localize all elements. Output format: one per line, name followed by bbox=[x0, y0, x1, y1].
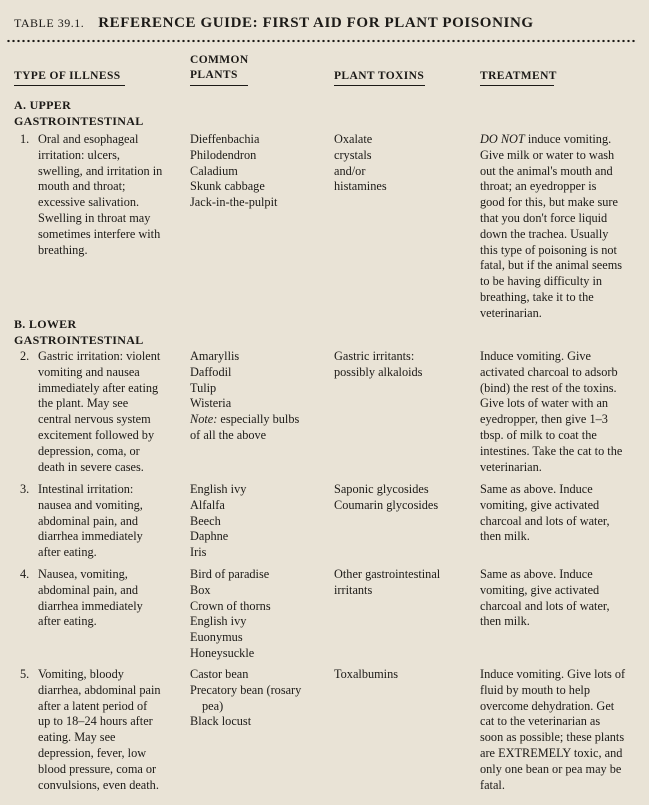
treatment-line: then milk. bbox=[480, 529, 530, 544]
table-heading bbox=[14, 14, 534, 32]
illness-line: up to 18–24 hours after bbox=[38, 714, 153, 729]
row-number: 5. bbox=[20, 667, 30, 681]
illness-line: central nervous system bbox=[38, 412, 151, 427]
illness-line: diarrhea immediately bbox=[38, 598, 143, 613]
illness-line: excitement followed by bbox=[38, 427, 155, 442]
header-plants-label: PLANTS bbox=[190, 69, 238, 81]
table-row-1-treatment bbox=[480, 132, 622, 322]
header-underline-treatment bbox=[480, 85, 554, 86]
illness-line: vomiting and nausea bbox=[38, 364, 140, 379]
illness-line: convulsions, even death. bbox=[38, 777, 159, 792]
plant-note: of all the above bbox=[190, 427, 267, 442]
illness-line: excessive salivation. bbox=[38, 195, 140, 210]
table-row-2-treatment bbox=[480, 349, 622, 475]
treatment-line: tbsp. of milk to coat the bbox=[480, 427, 597, 442]
toxin-line: Saponic glycosides bbox=[334, 482, 429, 496]
illness-text bbox=[38, 482, 185, 561]
toxin-line: Toxalbumins bbox=[334, 667, 399, 681]
treatment-line: intestines. Take the cat to the bbox=[480, 443, 623, 458]
treatment-line: Same as above. Induce bbox=[480, 482, 593, 496]
treatment-line: out the animal's mouth and bbox=[480, 163, 613, 178]
illness-text bbox=[38, 567, 185, 630]
treatment-line: overcome dehydration. Get bbox=[480, 698, 615, 713]
plant-name: Daffodil bbox=[190, 364, 232, 379]
header-type-of-illness: TYPE OF ILLNESS bbox=[14, 70, 121, 82]
treatment-line: eyedropper, then give 1–3 bbox=[480, 412, 608, 427]
plant-name: Bird of paradise bbox=[190, 567, 270, 581]
illness-line: after a latent period of bbox=[38, 698, 148, 713]
treatment-line: down the trachea. Usually bbox=[480, 226, 609, 241]
table-row-2-toxins bbox=[334, 349, 422, 381]
treatment-line: fatal. bbox=[480, 777, 505, 792]
plant-name: Euonymus bbox=[190, 630, 243, 645]
illness-line: abdominal pain, and bbox=[38, 582, 139, 597]
section-b-line: B. LOWER bbox=[14, 317, 77, 331]
note-label: Note: bbox=[190, 412, 218, 427]
table-row-5-toxins bbox=[334, 667, 398, 683]
dotted-rule bbox=[6, 39, 636, 43]
toxin-line: and/or bbox=[334, 163, 366, 178]
plant-name: English ivy bbox=[190, 614, 247, 629]
treatment-line: soon as possible; these plants bbox=[480, 730, 625, 745]
plant-name: Wisteria bbox=[190, 396, 232, 411]
header-common-label: COMMON bbox=[190, 54, 249, 66]
treatment-line: veterinarian. bbox=[480, 459, 542, 474]
treatment-line: (bind) the rest of the toxins. bbox=[480, 380, 617, 395]
plant-name: Amaryllis bbox=[190, 349, 240, 363]
table-row-1-illness bbox=[20, 132, 185, 258]
treatment-line: that you don't force liquid bbox=[480, 210, 608, 225]
treatment-line: breathing, take it to the bbox=[480, 289, 594, 304]
plant-name: Iris bbox=[190, 545, 207, 560]
do-not-emphasis: DO NOT bbox=[480, 132, 525, 146]
row-number: 1. bbox=[20, 132, 30, 146]
header-underline-plants bbox=[190, 85, 248, 86]
table-row-3-illness bbox=[20, 482, 185, 561]
row-number: 2. bbox=[20, 349, 30, 363]
illness-line: the plant. May see bbox=[38, 396, 129, 411]
table-row-4-illness bbox=[20, 567, 185, 630]
illness-line: breathing. bbox=[38, 242, 88, 257]
treatment-line: are EXTREMELY toxic, and bbox=[480, 745, 623, 760]
treatment-line: Give milk or water to wash bbox=[480, 147, 615, 162]
plant-name: Skunk cabbage bbox=[190, 179, 265, 194]
treatment-line: charcoal and lots of water, bbox=[480, 598, 610, 613]
plant-name: Jack-in-the-pulpit bbox=[190, 195, 278, 210]
treatment-line: fatal, but if the animal seems bbox=[480, 258, 623, 273]
plant-name: Dieffenbachia bbox=[190, 132, 260, 146]
table-row-1-plants bbox=[190, 132, 277, 211]
illness-line: mouth and throat; bbox=[38, 179, 126, 194]
table-row-4-plants bbox=[190, 567, 271, 662]
treatment-line: Induce vomiting. Give bbox=[480, 349, 591, 363]
treatment-line: vomiting, give activated bbox=[480, 497, 600, 512]
table-row-3-plants bbox=[190, 482, 246, 561]
treatment-line: this type of poisoning is not bbox=[480, 242, 617, 257]
treatment-line: only one bean or pea may be bbox=[480, 761, 622, 776]
treatment-line: Induce vomiting. Give lots of bbox=[480, 667, 626, 681]
plant-name: Castor bean bbox=[190, 667, 249, 681]
toxin-line: Coumarin glycosides bbox=[334, 497, 439, 512]
treatment-line: good for this, but make sure bbox=[480, 195, 618, 210]
toxin-line: Oxalate bbox=[334, 132, 373, 146]
plant-name: Box bbox=[190, 582, 211, 597]
table-row-3-treatment bbox=[480, 482, 610, 545]
illness-line: swelling, and irritation in bbox=[38, 163, 163, 178]
treatment-line: charcoal and lots of water, bbox=[480, 513, 610, 528]
table-number: TABLE 39.1. bbox=[14, 16, 85, 30]
section-b-line: GASTROINTESTINAL bbox=[14, 332, 144, 347]
table-row-5-plants bbox=[190, 667, 301, 730]
plant-note bbox=[190, 412, 299, 428]
table-row-5-illness bbox=[20, 667, 185, 793]
illness-line: Oral and esophageal bbox=[38, 132, 139, 146]
treatment-fragment: induce vomiting. bbox=[524, 132, 612, 146]
section-upper-gastrointestinal bbox=[14, 98, 144, 130]
plant-name: Tulip bbox=[190, 380, 217, 395]
section-a-line: A. UPPER bbox=[14, 98, 72, 112]
table-row-4-toxins bbox=[334, 567, 440, 599]
note-text: especially bulbs bbox=[217, 412, 300, 427]
illness-line: nausea and vomiting, bbox=[38, 497, 143, 512]
plant-name: Philodendron bbox=[190, 147, 257, 162]
treatment-line: fluid by mouth to help bbox=[480, 682, 590, 697]
plant-name: Black locust bbox=[190, 714, 252, 729]
header-underline-toxins bbox=[334, 85, 425, 86]
illness-line: blood pressure, coma or bbox=[38, 761, 157, 776]
illness-line: diarrhea immediately bbox=[38, 529, 143, 544]
header-underline-type bbox=[14, 85, 125, 86]
toxin-line: Other gastrointestinal bbox=[334, 567, 441, 581]
treatment-line bbox=[480, 132, 622, 148]
plant-name: Daphne bbox=[190, 529, 229, 544]
treatment-line: vomiting, give activated bbox=[480, 582, 600, 597]
plant-name: Beech bbox=[190, 513, 221, 528]
illness-line: abdominal pain, and bbox=[38, 513, 139, 528]
row-number: 4. bbox=[20, 567, 30, 581]
plant-name: pea) bbox=[202, 698, 224, 713]
toxin-line: crystals bbox=[334, 147, 372, 162]
illness-line: death in severe cases. bbox=[38, 459, 144, 474]
toxin-line: Gastric irritants: bbox=[334, 349, 415, 363]
plant-name: Caladium bbox=[190, 163, 238, 178]
illness-line: diarrhea, abdominal pain bbox=[38, 682, 161, 697]
illness-line: irritation: ulcers, bbox=[38, 147, 120, 162]
table-row-5-treatment bbox=[480, 667, 625, 793]
plant-name: Honeysuckle bbox=[190, 645, 255, 660]
table-title: REFERENCE GUIDE: FIRST AID FOR PLANT POISONING bbox=[98, 15, 534, 31]
illness-line: Gastric irritation: violent bbox=[38, 349, 161, 363]
header-common-plants bbox=[190, 53, 249, 83]
illness-line: depression, fever, low bbox=[38, 745, 147, 760]
illness-line: after eating. bbox=[38, 614, 97, 629]
section-a-line: GASTROINTESTINAL bbox=[14, 113, 144, 128]
plant-name: Precatory bean (rosary bbox=[190, 682, 302, 697]
treatment-line: throat; an eyedropper is bbox=[480, 179, 597, 194]
treatment-line: Give lots of water with an bbox=[480, 396, 609, 411]
illness-line: eating. May see bbox=[38, 730, 116, 745]
plant-name: English ivy bbox=[190, 482, 247, 496]
treatment-line: Same as above. Induce bbox=[480, 567, 593, 581]
toxin-line: possibly alkaloids bbox=[334, 364, 423, 379]
plant-name: Alfalfa bbox=[190, 497, 225, 512]
illness-line: immediately after eating bbox=[38, 380, 159, 395]
table-row-2-illness bbox=[20, 349, 185, 475]
toxin-line: histamines bbox=[334, 179, 387, 194]
treatment-line: to be having difficulty in bbox=[480, 274, 603, 289]
table-row-2-plants bbox=[190, 349, 299, 444]
treatment-line: veterinarian. bbox=[480, 305, 542, 320]
table-row-4-treatment bbox=[480, 567, 610, 630]
illness-line: Vomiting, bloody bbox=[38, 667, 124, 681]
header-treatment: TREATMENT bbox=[480, 70, 557, 82]
illness-line: depression, coma, or bbox=[38, 443, 140, 458]
treatment-line: activated charcoal to adsorb bbox=[480, 364, 618, 379]
illness-line: Swelling in throat may bbox=[38, 210, 151, 225]
row-number: 3. bbox=[20, 482, 30, 496]
illness-line: Nausea, vomiting, bbox=[38, 567, 128, 581]
table-row-1-toxins bbox=[334, 132, 387, 195]
illness-line: sometimes interfere with bbox=[38, 226, 161, 241]
illness-text bbox=[38, 667, 185, 793]
header-plant-toxins: PLANT TOXINS bbox=[334, 70, 425, 82]
plant-name: Crown of thorns bbox=[190, 598, 271, 613]
illness-text bbox=[38, 349, 185, 475]
illness-text bbox=[38, 132, 185, 258]
table-row-3-toxins bbox=[334, 482, 438, 514]
toxin-line: irritants bbox=[334, 582, 373, 597]
section-lower-gastrointestinal bbox=[14, 317, 144, 349]
illness-line: after eating. bbox=[38, 545, 97, 560]
illness-line: Intestinal irritation: bbox=[38, 482, 134, 496]
treatment-line: then milk. bbox=[480, 614, 530, 629]
treatment-line: cat to the veterinarian as bbox=[480, 714, 601, 729]
